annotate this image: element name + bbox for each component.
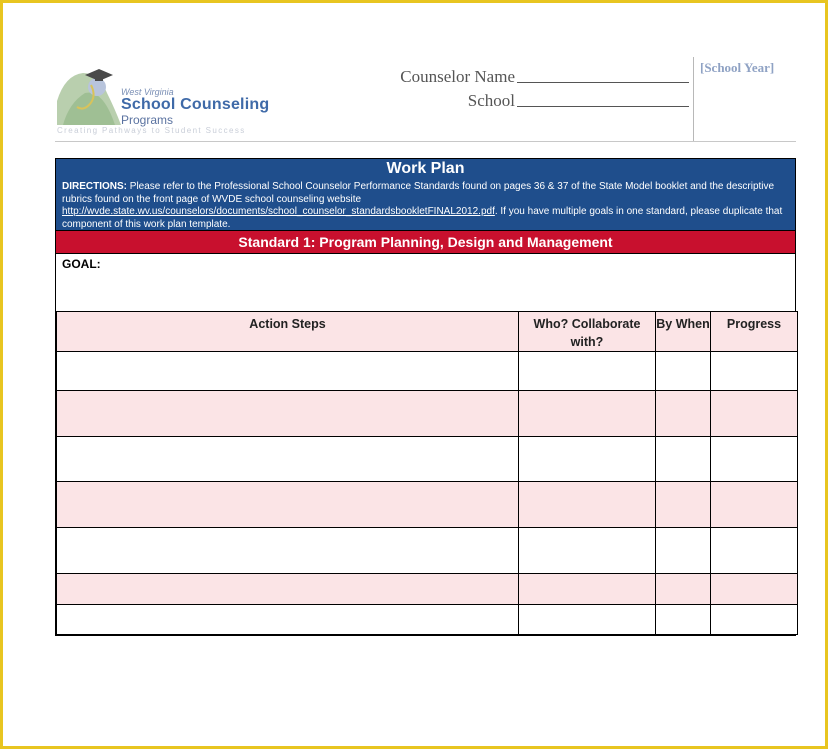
by-when-cell[interactable] (656, 352, 711, 391)
action-step-cell[interactable] (57, 352, 519, 391)
school-field[interactable] (517, 106, 689, 107)
by-when-cell[interactable] (656, 391, 711, 437)
logo-sub-text: Programs (121, 113, 174, 127)
standards-booklet-link[interactable]: http://wvde.state.wv.us/counselors/documents/school_counselor_standardsbookletFINAL2012.pdf (62, 206, 495, 218)
header-divider-vertical (693, 57, 694, 141)
action-step-cell[interactable] (57, 437, 519, 482)
who-cell[interactable] (519, 352, 656, 391)
table-row (57, 528, 798, 574)
header-fields (343, 63, 689, 111)
school-year-field[interactable]: [School Year] (700, 60, 775, 75)
directions-text-1: Please refer to the Professional School Counselor Performance Standards found on pages 36 & 37 of the State Model booklet and the descriptive rubrics found on the front page of (62, 181, 775, 205)
by-when-cell[interactable] (656, 574, 711, 605)
who-cell[interactable] (519, 528, 656, 574)
logo-tagline: Creating Pathways to Student Success (57, 126, 246, 135)
logo-mark-icon (55, 63, 125, 133)
school-label: School (467, 91, 515, 110)
goal-field[interactable] (56, 253, 795, 311)
col-by-when: By When (656, 312, 711, 352)
who-cell[interactable] (519, 391, 656, 437)
who-cell[interactable] (519, 605, 656, 635)
progress-cell[interactable] (711, 605, 798, 635)
standard-title: Standard 1: Program Planning, Design and Management (56, 230, 795, 253)
directions-label: DIRECTIONS: (62, 181, 127, 192)
col-action-steps: Action Steps (57, 312, 519, 352)
col-who-collaborate: Who? Collaborate with? (519, 312, 656, 352)
col-progress: Progress (711, 312, 798, 352)
progress-cell[interactable] (711, 352, 798, 391)
action-step-cell[interactable] (57, 391, 519, 437)
progress-cell[interactable] (711, 574, 798, 605)
who-cell[interactable] (519, 574, 656, 605)
action-step-cell[interactable] (57, 528, 519, 574)
counselor-name-row (343, 63, 689, 87)
by-when-cell[interactable] (656, 528, 711, 574)
table-row (57, 574, 798, 605)
progress-cell[interactable] (711, 391, 798, 437)
school-counseling-logo (55, 63, 285, 143)
action-step-cell[interactable] (57, 482, 519, 528)
directions-text-2: . If you have multiple goals in one standard, please duplicate that component of this work plan template. (62, 206, 783, 230)
progress-cell[interactable] (711, 482, 798, 528)
work-plan-title: Work Plan (56, 159, 795, 179)
table-row (57, 391, 798, 437)
header-row (57, 312, 798, 352)
header-divider-horizontal (55, 141, 796, 142)
counselor-name-field[interactable] (517, 82, 689, 83)
counselor-name-label: Counselor Name (400, 67, 515, 86)
table-row (57, 482, 798, 528)
directions-block (56, 179, 795, 230)
goal-label: GOAL: (62, 257, 101, 271)
table-row (57, 605, 798, 635)
action-steps-table (56, 311, 798, 635)
table-row (57, 437, 798, 482)
by-when-cell[interactable] (656, 482, 711, 528)
by-when-cell[interactable] (656, 437, 711, 482)
wvde-website-link[interactable]: WVDE school counseling website (212, 193, 362, 205)
work-plan-table (55, 158, 796, 636)
action-step-cell[interactable] (57, 605, 519, 635)
school-row (343, 87, 689, 111)
logo-main-text: School Counseling (121, 96, 270, 113)
by-when-cell[interactable] (656, 605, 711, 635)
who-cell[interactable] (519, 437, 656, 482)
progress-cell[interactable] (711, 437, 798, 482)
progress-cell[interactable] (711, 528, 798, 574)
table-row (57, 352, 798, 391)
action-step-cell[interactable] (57, 574, 519, 605)
logo-state-text: West Virginia (121, 87, 174, 97)
who-cell[interactable] (519, 482, 656, 528)
